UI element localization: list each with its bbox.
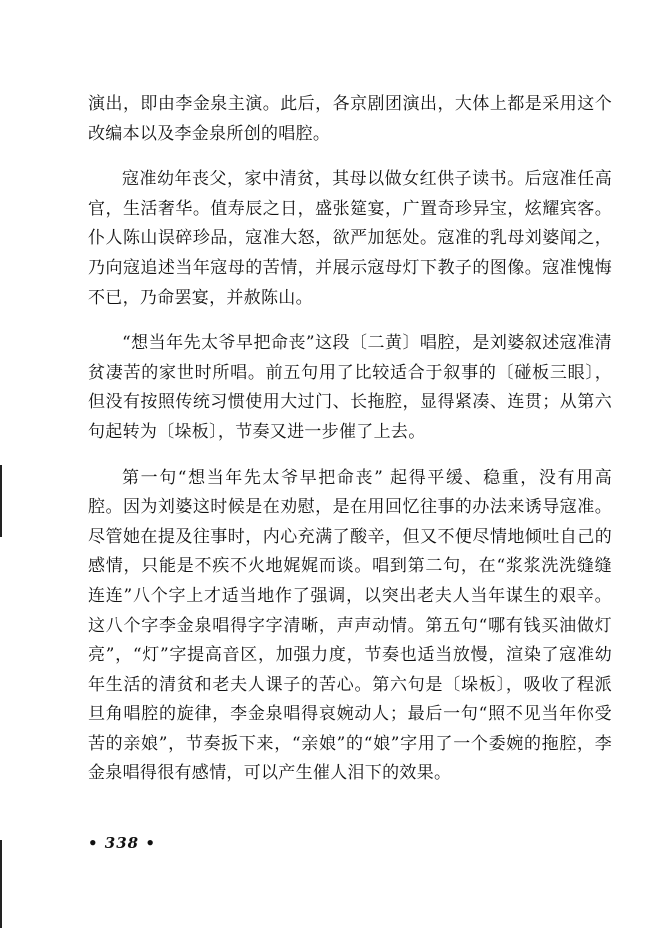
- paragraph-3: “想当年先太爷早把命丧”这段〔二黄〕唱腔，是刘婆叙述寇准清贫凄苦的家世时所唱。前五句用了比较适合于叙事的〔碰板三眼〕，但没有按照传统习惯使用大过门、长拖腔，显得紧凑、连贯；从第六句起转为〔垛板〕，节奏又进一步催了上去。: [88, 333, 612, 442]
- paragraph-4: 第一句“想当年先太爷早把命丧” 起得平缓、稳重，没有用高腔。因为刘婆这时候是在劝慰，是在用回忆往事的办法来诱导寇准。尽管她在提及往事时，内心充满了酸辛，但又不便尽情地倾吐自己的感情，只能是不疾不火地娓娓而谈。唱到第二句，在“浆浆洗洗缝缝连连”八个字上才适当地作了强调，以突出老夫人当年谋生的艰辛。这八个字李金泉唱得字字清晰，声声动情。第五句“哪有钱买油做灯亮”，“灯”字提高音区，加强力度，节奏也适当放慢，渲染了寇准幼年生活的清贫和老夫人课子的苦心。第六句是〔垛板〕，吸收了程派旦角唱腔的旋律，李金泉唱得哀婉动人；最后一句“照不见当年你受苦的亲娘”，节奏扳下来，“亲娘”的“娘”字用了一个委婉的拖腔，李金泉唱得很有感情，可以产生催人泪下的效果。: [88, 467, 612, 784]
- margin-line-upper: [0, 465, 2, 537]
- margin-line-lower: [0, 840, 2, 928]
- page-number: • 338 •: [88, 834, 156, 852]
- paragraph-2: 寇准幼年丧父，家中清贫，其母以做女红供子读书。后寇准任高官，生活奢华。值寿辰之日，盛张筵宴，广置奇珍异宝，炫耀宾客。仆人陈山误碎珍品，寇准大怒，欲严加惩处。寇准的乳母刘婆闻之，乃向寇追述当年寇母的苦情，并展示寇母灯下教子的图像。寇准愧悔不已，乃命罢宴，并赦陈山。: [88, 169, 612, 308]
- paragraph-1: 演出，即由李金泉主演。此后，各京剧团演出，大体上都是采用这个改编本以及李金泉所创的唱腔。: [88, 94, 612, 144]
- page-text: [88, 90, 612, 805]
